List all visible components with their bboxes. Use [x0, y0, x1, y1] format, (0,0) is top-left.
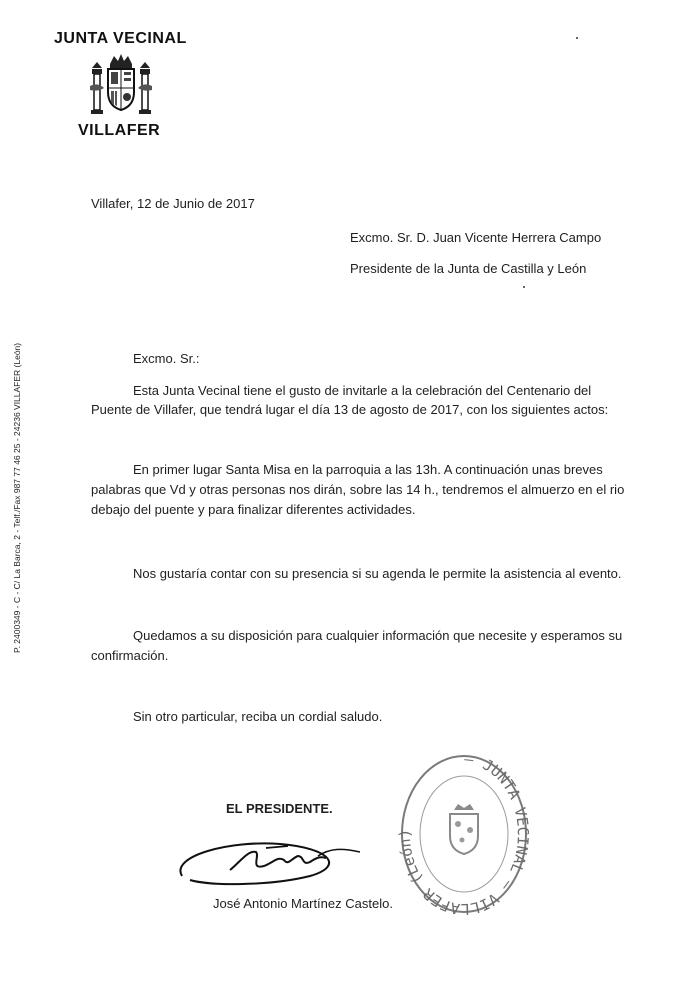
paragraph-line: Nos gustaría contar con su presencia si su agenda le permite la asistencia al evento. — [133, 566, 622, 581]
signer-role: EL PRESIDENTE. — [226, 801, 333, 816]
paragraph-line: Puente de Villafer, que tendrá lugar el día 13 de agosto de 2017, con los siguientes actos: — [91, 402, 609, 417]
svg-text:— JUNTA VECINAL — VILLAFER (Le — [398, 750, 530, 916]
handwritten-signature-icon — [170, 826, 370, 896]
paragraph-line: Quedamos a su disposición para cualquier información que necesite y esperamos su — [133, 628, 623, 643]
paragraph-line: debajo del puente y para finalizar diferentes actividades. — [91, 502, 416, 517]
paragraph-line: En primer lugar Santa Misa en la parroquia a las 13h. A continuación unas breves — [133, 462, 603, 477]
paragraph-line: confirmación. — [91, 648, 169, 663]
org-village: VILLAFER — [78, 122, 161, 139]
place-date: Villafer, 12 de Junio de 2017 — [91, 196, 255, 211]
paragraph-line: palabras que Vd y otras personas nos dirán, sobre las 14 h., tendremos el almuerzo en el rio — [91, 482, 625, 497]
address-side-note: P. 2400349 - C - C/ La Barca, 2 - Telf./Fax 987 77 46 25 - 24236 VILLAFER (León) — [12, 342, 22, 653]
speck — [523, 286, 525, 288]
stamp-text: — JUNTA VE NAL — VILLAFER (Leó — [398, 750, 530, 916]
paragraph-line: Esta Junta Vecinal tiene el gusto de invitarle a la celebración del Centenario del — [133, 383, 592, 398]
recipient-name: Excmo. Sr. D. Juan Vicente Herrera Campo — [350, 230, 602, 245]
recipient-title: Presidente de la Junta de Castilla y León — [350, 261, 587, 276]
signer-name: José Antonio Martínez Castelo. — [213, 896, 393, 911]
org-name: JUNTA VECINAL — [54, 30, 187, 47]
speck — [576, 37, 578, 39]
paragraph-line: Sin otro particular, reciba un cordial saludo. — [133, 709, 383, 724]
salutation: Excmo. Sr.: — [133, 351, 200, 366]
official-stamp-icon — [398, 750, 530, 916]
coat-of-arms-icon — [88, 52, 154, 120]
